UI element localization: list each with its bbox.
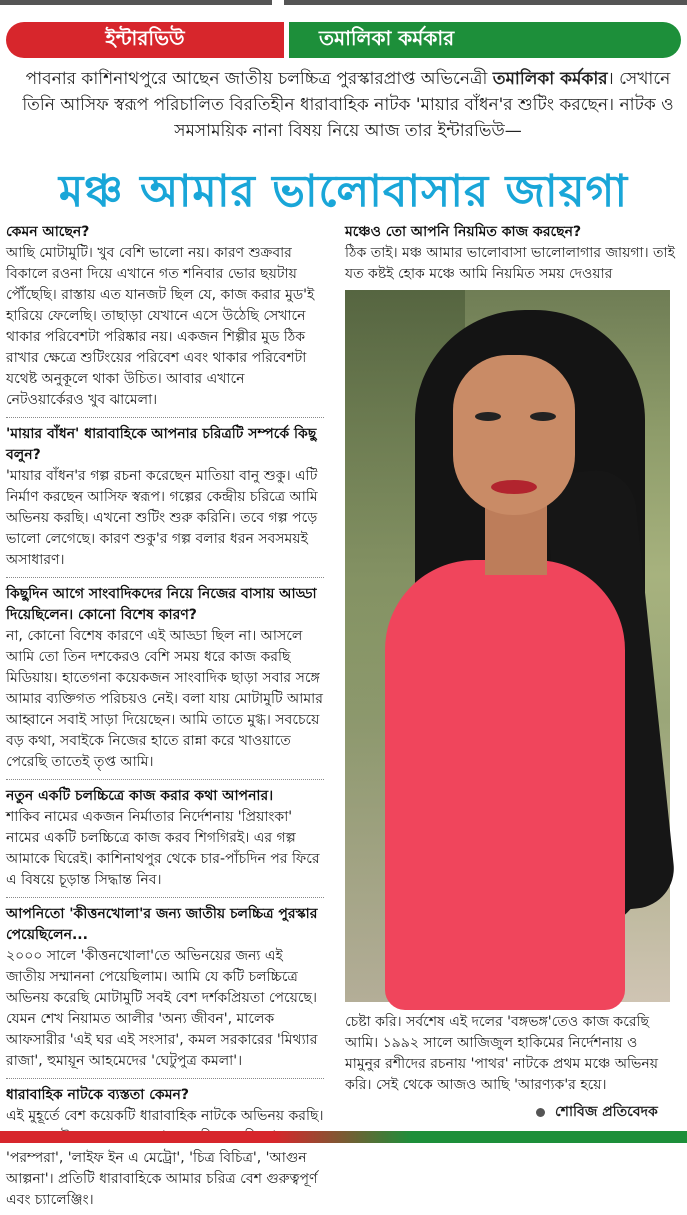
bullet-icon — [536, 1108, 545, 1117]
divider — [6, 1078, 324, 1079]
question: ধারাবাহিক নাটকে ব্যস্ততা কেমন? — [6, 1087, 189, 1103]
right-column-bottom: চেষ্টা করি। সর্বশেষ এই দলের 'বঙ্গভঙ্গ'তেও কাজ করেছি আমি। ১৯৯২ সালে আজিজুল হাকিমের নির্দেশনায় ও মামুনুর রশীদের রচনায় 'পাথর' নাটকে প্রথম মঞ্চে অভিনয় করি। সেই থেকে আজও আছি 'আরণ্যক'র হয়ে। — [345, 1014, 658, 1093]
person-banner — [289, 22, 681, 58]
divider — [6, 417, 324, 418]
intro-text-after: । সেখানে তিনি আসিফ স্বরূপ পরিচালিত বিরতিহীন ধারাবাহিক নাটক 'মায়ার বাঁধন'র শুটিং করছেন। নাটক ও সমসাময়িক নানা বিষয় নিয়ে আজ তার ইন্টারভিউ— — [22, 69, 674, 141]
right-column-top — [345, 222, 675, 289]
question: আপনিতো 'কীত্তনখোলা'র জন্য জাতীয় চলচ্চিত্র পুরস্কার পেয়েছিলেন... — [6, 906, 318, 943]
question: 'মায়ার বাঁধন' ধারাবাহিকে আপনার চরিত্রটি সম্পর্কে কিছু বলুন? — [6, 426, 317, 463]
question: নতুন একটি চলচ্চিত্রে কাজ করার কথা আপনার। — [6, 788, 274, 804]
portrait-photo — [345, 290, 670, 1002]
question: কিছুদিন আগে সাংবাদিকদের নিয়ে নিজের বাসায় আড্ডা দিয়েছিলেন। কোনো বিশেষ কারণ? — [6, 586, 317, 623]
divider — [6, 577, 324, 578]
divider — [6, 897, 324, 898]
answer: ঠিক তাই। মঞ্চ আমার ভালোবাসা ভালোলাগার জায়গা। তাই যত কষ্টই হোক মঞ্চে আমি নিয়মিত সময় দেওয়ার — [345, 245, 675, 282]
answer: 'মায়ার বাঁধন'র গল্প রচনা করেছেন মাতিয়া বানু শুকু। এটি নির্মাণ করছেন আসিফ স্বরূপ। গল্পের কেন্দ্রীয় চরিত্রে আমি অভিনয় করছি। এখনো শুটিং শুরু করিনি। তবে গল্প পড়ে ভালো লেগেছে। কারণ শুকু'র গল্প বলার ধরন সবসময়ই অসাধারণ। — [6, 468, 318, 568]
person-name: তমালিকা কর্মকার — [319, 25, 455, 50]
left-column — [6, 222, 324, 1215]
section-label: ইন্টারভিউ — [105, 25, 185, 50]
intro-name: তমালিকা কর্মকার — [492, 69, 608, 89]
byline-text: শোবিজ প্রতিবেদক — [555, 1104, 658, 1120]
answer: এই মুহূর্তে বেশ কয়েকটি ধারাবাহিক নাটকে অভিনয় করছি। 'পরম্পরা', 'লাইফ ইন এ মেট্রো', 'চিত্র বিচিত্র', 'আগুন আল্পনা'। প্রতিটি ধারাবাহিকে আমার চরিত্র বেশ গুরুত্বপূর্ণ এবং চ্যালেঞ্জিং। — [6, 1108, 324, 1208]
intro-paragraph — [18, 66, 678, 144]
answer: শাকিব নামের একজন নির্মাতার নির্দেশনায় 'প্রিয়াংকা' নামের একটি চলচ্চিত্রে কাজ করব শিগগিরই। এর গল্প আমাকে ঘিরেই। কাশিনাথপুর থেকে চার-পাঁচদিন পর ফিরে এ বিষয়ে চূড়ান্ত সিদ্ধান্ত নিব। — [6, 809, 320, 888]
bottom-rule — [0, 1131, 687, 1143]
answer: ২০০০ সালে 'কীত্তনখোলা'তে অভিনয়ের জন্য এই জাতীয় সম্মাননা পেয়েছিলাম। আমি যে কটি চলচ্চিত্রে অভিনয় করেছি মোটামুটি সবই বেশ দর্শকপ্রিয়তা পেয়েছে। যেমন শেখ নিয়ামত আলীর 'অন্য জীবন', মালেক আফসারীর 'এই ঘর এই সংসার', কমল সরকারের 'মিথ্যার রাজা', হুমায়ূন আহমেদের 'ঘেটুপুত্র কমলা'। — [6, 948, 318, 1069]
top-rule — [0, 0, 687, 5]
answer: না, কোনো বিশেষ কারণে এই আড্ডা ছিল না। আসলে আমি তো তিন দশকেরও বেশি সময় ধরে কাজ করছি মিডিয়ায়। হাতেগনা কয়েকজন সাংবাদিক ছাড়া সবার সঙ্গে আমার ব্যক্তিগত পরিচয়ও নেই। বলা যায় মোটামুটি আমার আহ্বানে সবাই সাড়া দিয়েছেন। আমি তাতে মুগ্ধ। সবচেয়ে বড় কথা, সবাইকে নিজের হাতে রান্না করে খাওয়াতে পেরেছি তাতেই তৃপ্ত আমি। — [6, 628, 323, 770]
question: মঞ্চেও তো আপনি নিয়মিত কাজ করছেন? — [345, 224, 582, 240]
question: কেমন আছেন? — [6, 224, 90, 240]
byline — [536, 1100, 658, 1124]
headline: মঞ্চ আমার ভালোবাসার জায়গা — [58, 166, 629, 217]
divider — [6, 779, 324, 780]
section-banner — [6, 22, 284, 58]
answer: আছি মোটামুটি। খুব বেশি ভালো নয়। কারণ শুক্রবার বিকালে রওনা দিয়ে এখানে গত শনিবার ভোর ছয়টায় পৌঁছেছি। রাস্তায় এত যানজট ছিল যে, কাজ করার মুড'ই হারিয়ে ফেলেছি। তাছাড়া যেখানে এসে উঠেছি সেখানে থাকার পরিবেশটা পরিষ্কার নয়। একজন শিল্পীর মুড ঠিক রাখার ক্ষেত্রে শুটিংয়ের পরিবেশ এবং থাকার পরিবেশটা যথেষ্ট অনুকূলে থাকা উচিত। আবার এখানে নেটওয়ার্কেরও খুব ঝামেলা। — [6, 245, 315, 408]
intro-text-before: পাবনার কাশিনাথপুরে আছেন জাতীয় চলচ্চিত্র পুরস্কারপ্রাপ্ত অভিনেত্রী — [25, 69, 493, 89]
